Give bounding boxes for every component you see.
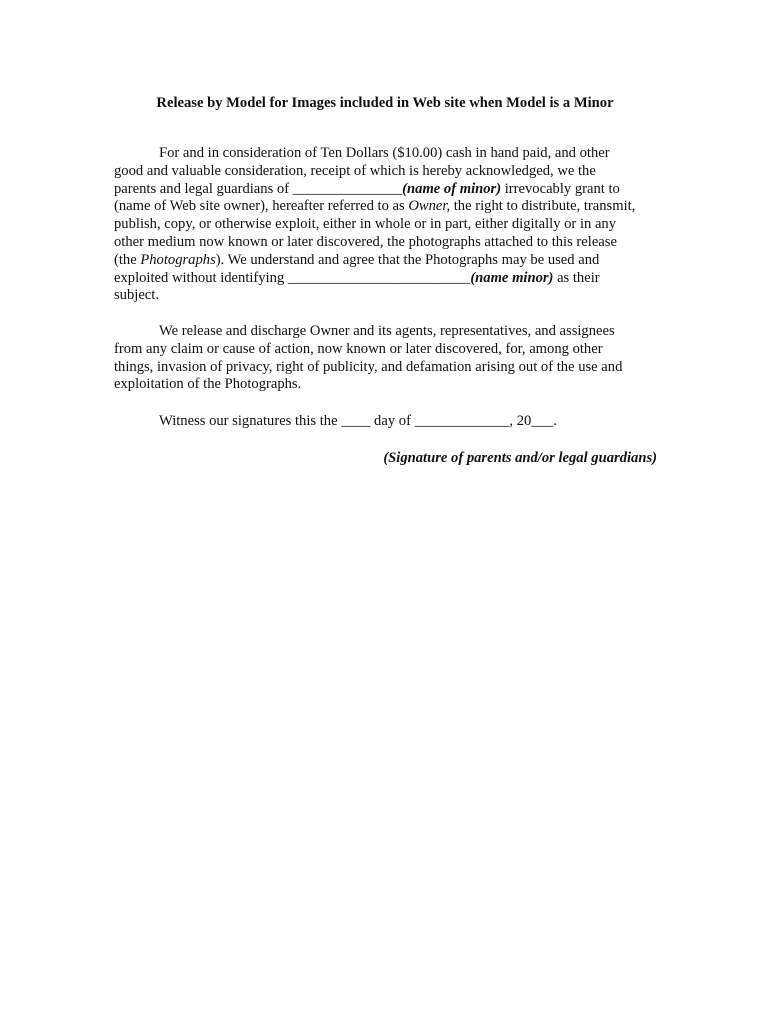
witness-paragraph xyxy=(114,413,674,431)
paragraph-line: from any claim or cause of action, now known or later discovered, for, among other xyxy=(114,340,603,357)
minor-name-blank: _______________ xyxy=(292,180,403,197)
paragraph-line: good and valuable consideration, receipt of which is hereby acknowledged, we the xyxy=(114,162,596,179)
text-run: as their xyxy=(553,269,600,286)
paragraph-line: things, invasion of privacy, right of publicity, and defamation arising out of the use and xyxy=(114,358,623,375)
paragraph-line: publish, copy, or otherwise exploit, either in whole or in part, either digitally or in any xyxy=(114,216,617,233)
paragraph-line: exploitation of the Photographs. xyxy=(114,376,302,393)
paragraph-line: We release and discharge Owner and its agents, representatives, and assignees xyxy=(159,323,615,339)
paragraph-line xyxy=(114,270,674,288)
document-title: Release by Model for Images included in Web site when Model is a Minor xyxy=(156,95,614,111)
text-run: the right to distribute, transmit, xyxy=(450,198,636,215)
consideration-paragraph xyxy=(114,145,674,305)
text-run: exploited without identifying xyxy=(114,269,288,286)
release-paragraph xyxy=(114,323,674,394)
text-run: (name of Web site owner), hereafter referred to as xyxy=(114,198,409,215)
photographs-term: Photographs xyxy=(140,251,216,268)
paragraph-line xyxy=(114,198,674,216)
paragraph-line: other medium now known or later discovered, the photographs attached to this release xyxy=(114,233,617,250)
text-run: ). We understand and agree that the Photographs may be used and xyxy=(215,251,600,268)
name-minor-label: (name minor) xyxy=(470,269,554,286)
paragraph-line: subject. xyxy=(114,287,159,304)
minor-name-blank: _________________________ xyxy=(287,269,471,286)
paragraph-line xyxy=(114,252,674,270)
signature-caption: (Signature of parents and/or legal guardians) xyxy=(383,450,657,466)
paragraph-line xyxy=(114,181,674,199)
text-run: parents and legal guardians of xyxy=(114,180,293,197)
name-of-minor-label: (name of minor) xyxy=(402,180,502,197)
text-run: irrevocably grant to xyxy=(501,180,620,197)
owner-term: Owner, xyxy=(408,198,451,215)
witness-line: Witness our signatures this the ____ day of _____________, 20___. xyxy=(159,413,557,429)
paragraph-line: For and in consideration of Ten Dollars ($10.00) cash in hand paid, and other xyxy=(159,145,610,161)
text-run: (the xyxy=(114,251,141,268)
